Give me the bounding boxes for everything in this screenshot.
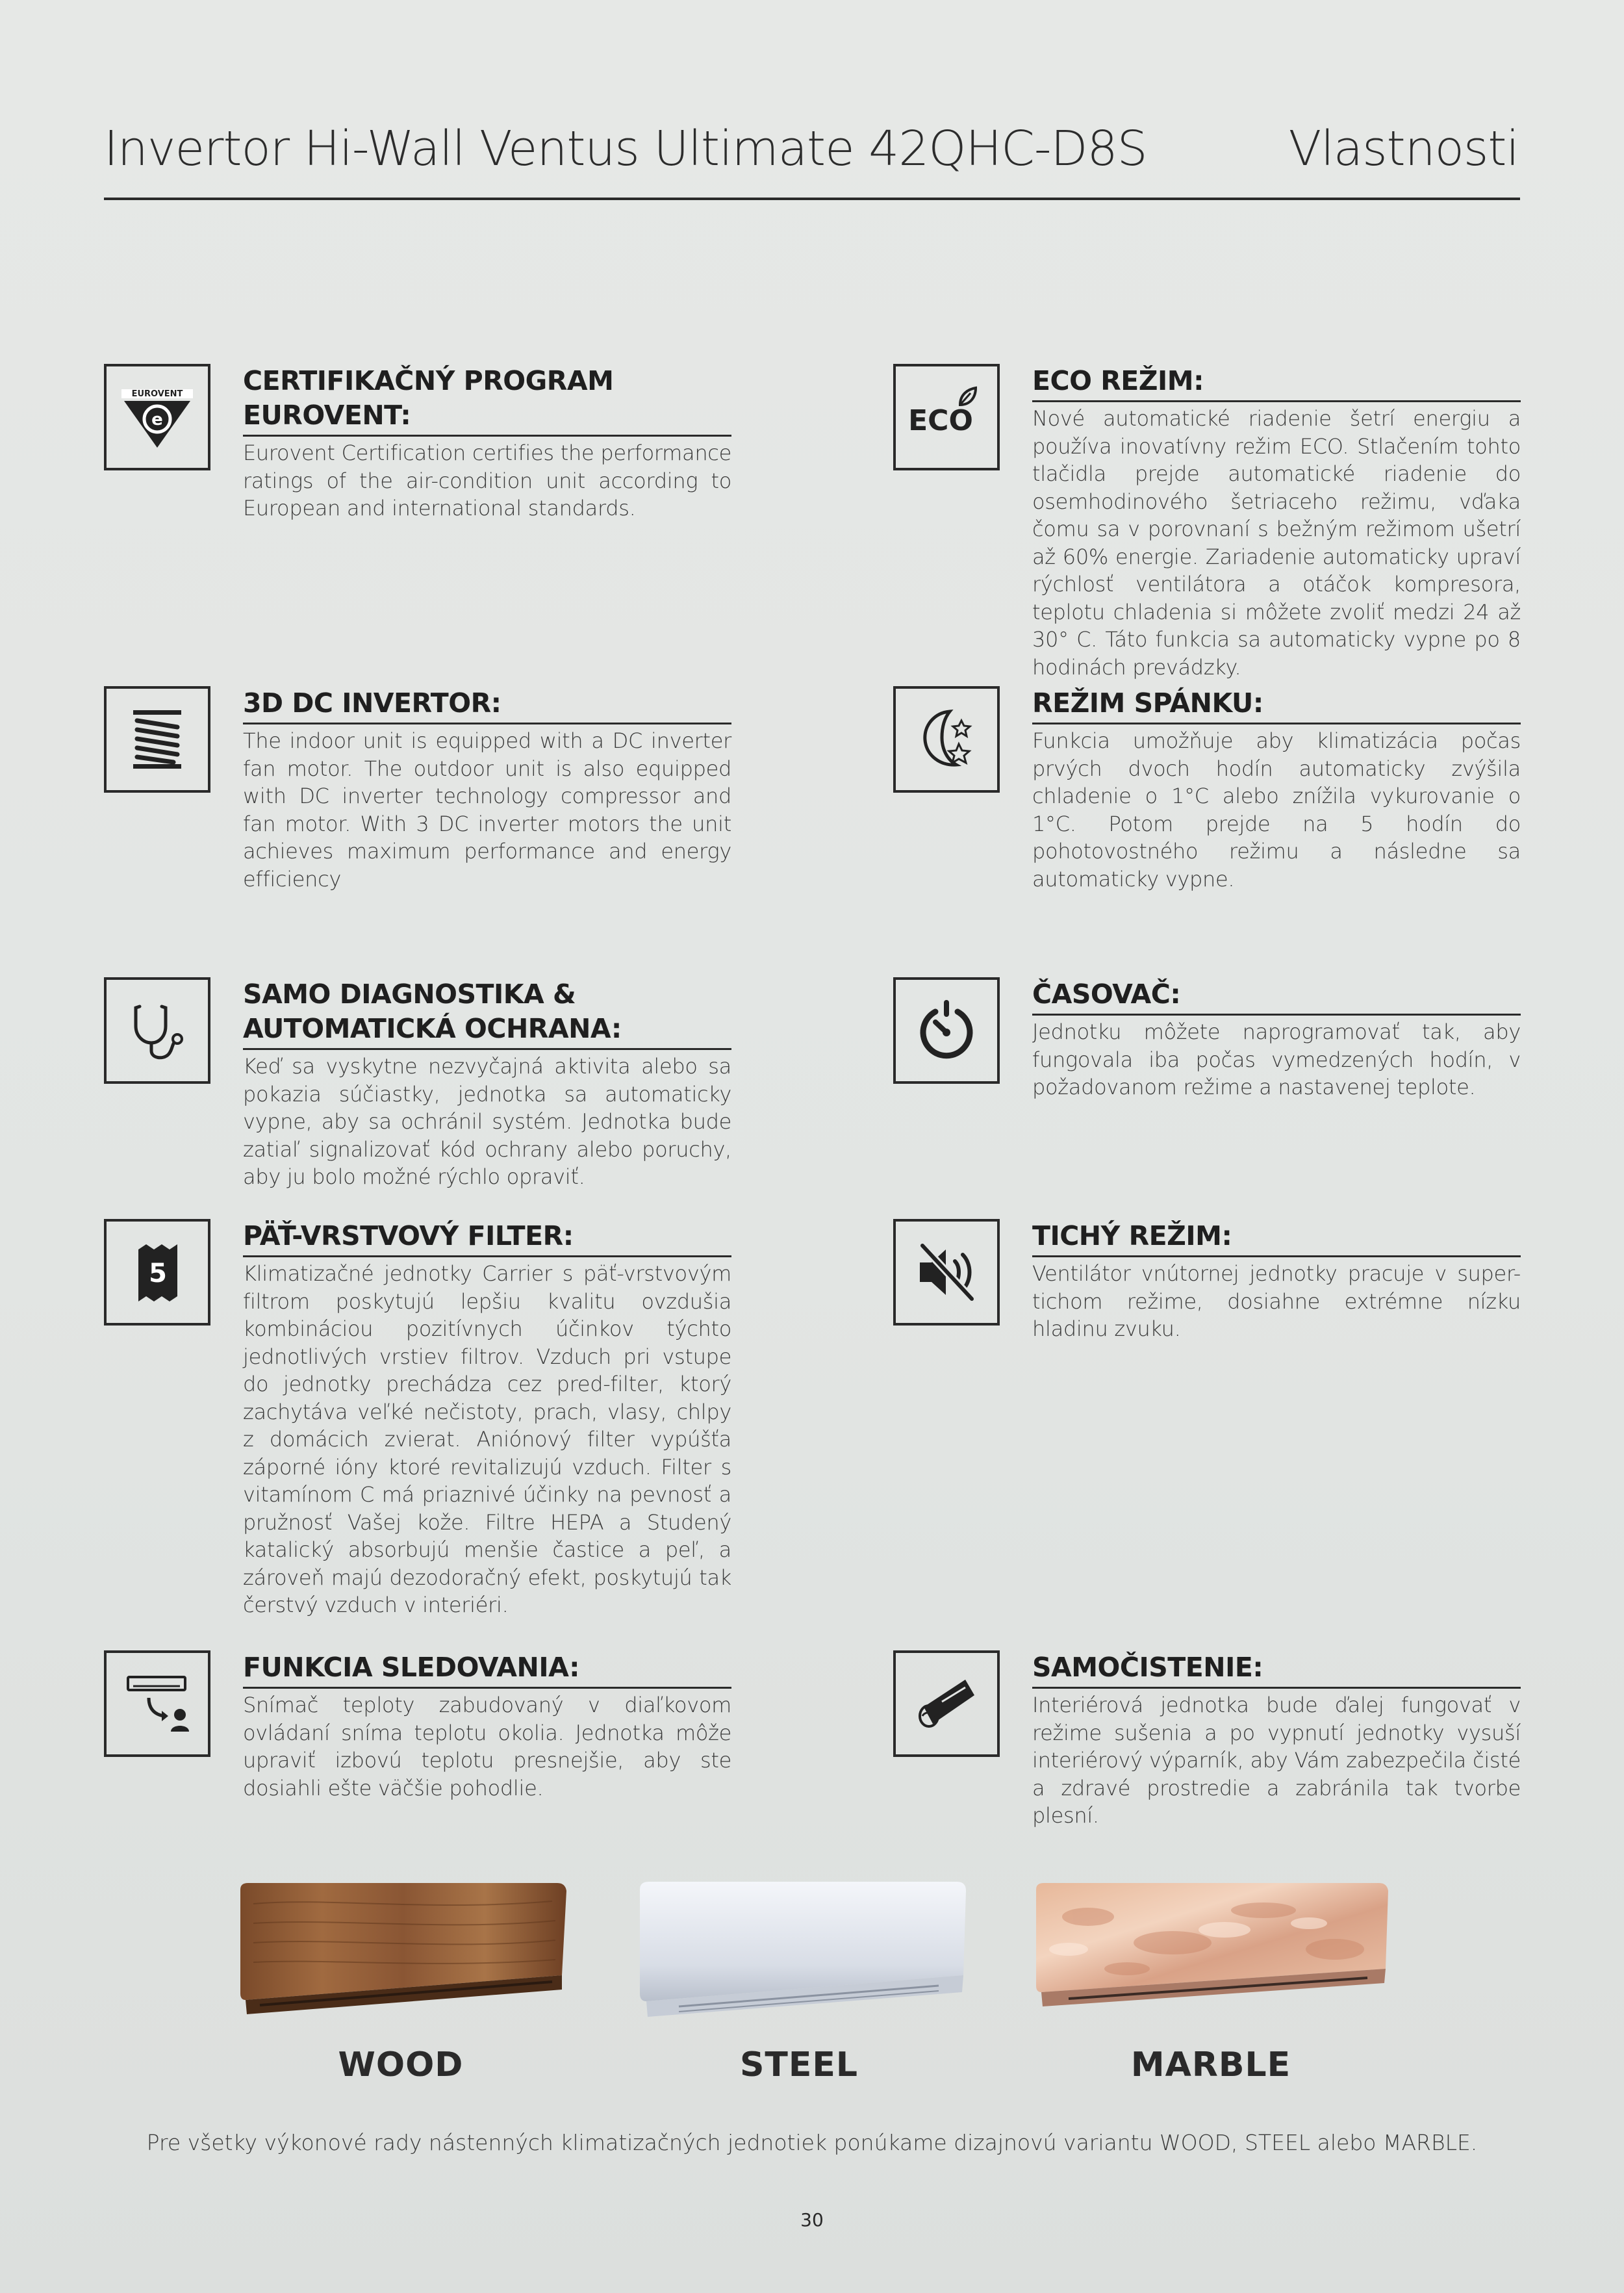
feature-title: ECO REŽIM: bbox=[1032, 364, 1521, 402]
variant-label-steel: STEEL bbox=[739, 2045, 859, 2084]
feature-title: PÄŤ-VRSTVOVÝ FILTER: bbox=[243, 1219, 731, 1257]
feature-description: Snímač teploty zabudovaný v diaľkovom ovládaní sníma teplotu okolia. Jednotka môže upraviť izbovú teplotu presnejšie, aby ste dosiahli ešte väčšie pohodlie. bbox=[243, 1693, 731, 1800]
eurovent-icon bbox=[104, 364, 210, 470]
feature-title: TICHÝ REŽIM: bbox=[1032, 1219, 1521, 1257]
feature-title: 3D DC INVERTOR: bbox=[243, 686, 731, 724]
follow-me-icon bbox=[104, 1650, 210, 1757]
section-title: Vlastnosti bbox=[1288, 121, 1519, 177]
eurovent-logo-text: EUROVENT bbox=[131, 389, 183, 399]
variant-label-marble: MARBLE bbox=[1130, 2045, 1291, 2084]
eco-icon bbox=[893, 364, 1000, 470]
feature-title: REŽIM SPÁNKU: bbox=[1032, 686, 1521, 724]
page-title: Invertor Hi-Wall Ventus Ultimate 42QHC-D8S bbox=[104, 121, 1147, 177]
eco-text: ECO bbox=[908, 404, 973, 437]
feature-description: Interiérová jednotka bude ďalej fungovať v režime sušenia a po vypnutí jednotky vysuší interiérový výparník, aby Vám zabezpečila čisté a zdravé prostredie a zabránila tak tvorbe plesní. bbox=[1032, 1693, 1521, 1828]
feature-description: Eurovent Certification certifies the performance ratings of the air-condition unit according to European and international standards. bbox=[243, 441, 731, 520]
feature-description: Jednotku môžete naprogramovať tak, aby fungovala iba počas vymedzených hodín, v požadovanom režime a nastavenej teplote. bbox=[1032, 1019, 1521, 1099]
feature-description: Keď sa vyskytne nezvyčajná aktivita alebo sa pokazia súčiastky, jednotka sa automaticky vypne, aby sa ochránil systém. Jednotka bude zatiaľ signalizovať kód ochrany alebo poruchy, aby ju bolo možné rýchlo opraviť. bbox=[243, 1054, 731, 1189]
header-divider bbox=[104, 198, 1520, 200]
filter-number: 5 bbox=[149, 1259, 167, 1288]
feature-title: FUNKCIA SLEDOVANIA: bbox=[243, 1650, 731, 1689]
svg-text:e: e bbox=[151, 410, 163, 429]
timer-icon bbox=[893, 977, 1000, 1084]
moon-stars-icon bbox=[893, 686, 1000, 793]
inverter-coil-icon bbox=[104, 686, 210, 793]
variants-footnote: Pre všetky výkonové rady nástenných klimatizačných jednotiek ponúkame dizajnovú variantu WOOD, STEEL alebo MARBLE. bbox=[146, 2130, 1478, 2155]
variant-steel-image bbox=[633, 1878, 971, 2030]
feature-title: SAMOČISTENIE: bbox=[1032, 1650, 1521, 1689]
self-clean-icon bbox=[893, 1650, 1000, 1757]
feature-title: CERTIFIKAČNÝ PROGRAM EUROVENT: bbox=[243, 364, 731, 437]
feature-description: Klimatizačné jednotky Carrier s päť-vrstvovým filtrom poskytujú lepšiu kvalitu ovzdušia kombináciou pozitívnych účinkov týchto jednotlivých vrstiev filtrov. Vzduch pri vstupe do jednotky prechádza cez pred-filter, ktorý zachytáva veľké nečistoty, prach, vlasy, chlpy z domácich zvierat. Aniónový filter vypúšťa záporné ióny ktoré revitalizujú vzduch. Filter s vitamínom C má priaznivé účinky na pevnosť a pružnosť Vašej kože. Filtre HEPA a Studený katalický absorbujú menšie častice a peľ, a zároveň majú dezodoračný efekt, poskytujú tak čerstvý vzduch v interiéri. bbox=[243, 1261, 731, 1617]
feature-description: Funkcia umožňuje aby klimatizácia počas prvých dvoch hodín automaticky zvýšila chladenie o 1°C alebo znížila vykurovanie o 1°C. Potom prejde na 5 hodín do pohotovostného režimu a následne sa automaticky vypne. bbox=[1032, 728, 1521, 891]
feature-description: The indoor unit is equipped with a DC inverter fan motor. The outdoor unit is also equipped with DC inverter technology compressor and fan motor. With 3 DC inverter motors the unit achieves maximum performance and energy efficiency bbox=[243, 728, 731, 891]
variant-wood-image bbox=[234, 1878, 572, 2030]
stethoscope-icon bbox=[104, 977, 210, 1084]
feature-description: Ventilátor vnútornej jednotky pracuje v super-tichom režime, dosiahne extrémne nízku hladinu zvuku. bbox=[1032, 1261, 1521, 1341]
speaker-mute-icon bbox=[893, 1219, 1000, 1326]
filter-five-icon bbox=[104, 1219, 210, 1326]
feature-description: Nové automatické riadenie šetrí energiu a používa inovatívny režim ECO. Stlačením tohto tlačidla prejde automatické riadenie do osemhodinového šetriaceho režimu, vďaka čomu sa v porovnaní s bežným režimom ušetrí až 60% energie. Zariadenie automaticky upraví rýchlosť ventilátora a otáčok kompresora, teplotu chladenia si môžete zvoliť medzi 24 až 30° C. Táto funkcia sa automaticky vypne po 8 hodinách prevádzky. bbox=[1032, 406, 1521, 680]
variant-label-wood: WOOD bbox=[338, 2045, 464, 2084]
page-number: 30 bbox=[800, 2209, 824, 2231]
feature-title: ČASOVAČ: bbox=[1032, 977, 1521, 1016]
variant-marble-image bbox=[1030, 1878, 1393, 2030]
feature-title: SAMO DIAGNOSTIKA & AUTOMATICKÁ OCHRANA: bbox=[243, 977, 731, 1050]
